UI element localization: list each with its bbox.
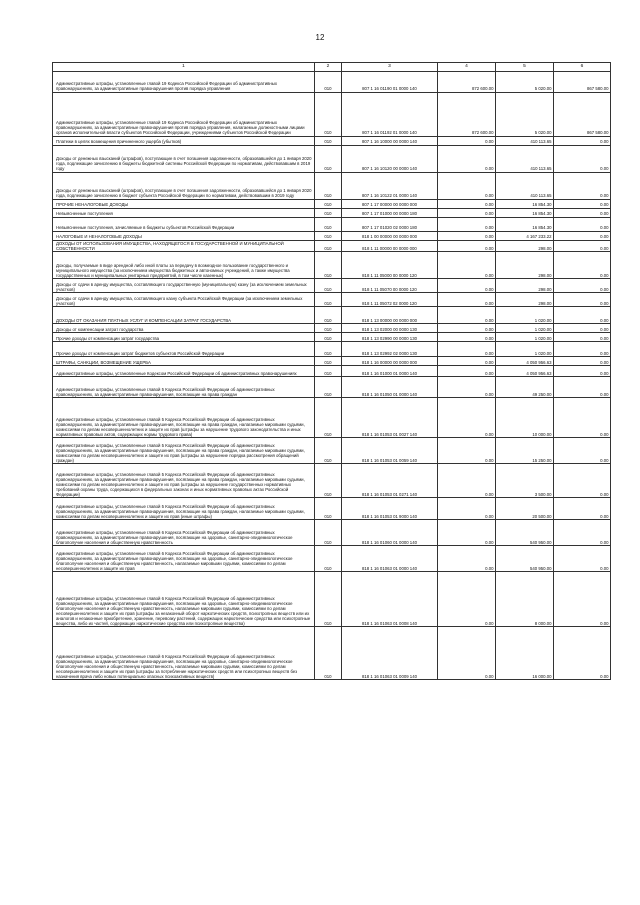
row-remaining-amount: 0.00: [554, 199, 611, 208]
table-row: [53, 240, 611, 252]
row-remaining-amount: 0.00: [554, 172, 611, 199]
row-executed-amount: 1 020.00: [496, 333, 554, 342]
row-line-code: 010: [315, 464, 342, 498]
row-remaining-amount: 0.00: [554, 333, 611, 342]
row-executed-amount: 4 050 956.63: [496, 357, 554, 366]
row-name: Доходы от сдачи в аренду имущества, составляющего государственную (муниципальную) казну (за исключением земельных участков): [53, 279, 315, 293]
row-budget-code: 807 1 16 01190 01 0000 140: [342, 71, 438, 92]
row-name: Административные штрафы, установленные Кодексом Российской Федерации об административных правонарушениях: [53, 366, 315, 377]
row-planned-amount: 0.00: [438, 438, 496, 464]
row-line-code: 010: [315, 366, 342, 377]
row-planned-amount: 0.00: [438, 279, 496, 293]
table-header-row: [53, 63, 611, 72]
row-remaining-amount: 0.00: [554, 342, 611, 357]
row-name: Административные штрафы, установленные главой 19 Кодекса Российской Федерации об административных правонарушениях, за административные правонарушения против порядка управления: [53, 71, 315, 92]
row-budget-code: 818 1 16 01053 01 0271 140: [342, 464, 438, 498]
row-line-code: 010: [315, 293, 342, 307]
row-executed-amount: 1 020.00: [496, 307, 554, 324]
row-planned-amount: 0.00: [438, 136, 496, 145]
row-planned-amount: 0.00: [438, 145, 496, 172]
row-planned-amount: 0.00: [438, 572, 496, 627]
row-planned-amount: 0.00: [438, 240, 496, 252]
row-executed-amount: 15 250.00: [496, 438, 554, 464]
row-line-code: 010: [315, 71, 342, 92]
row-line-code: 010: [315, 217, 342, 231]
table-row: [53, 172, 611, 199]
row-planned-amount: 0.00: [438, 520, 496, 546]
row-executed-amount: 5 020.00: [496, 71, 554, 92]
row-remaining-amount: 0.00: [554, 217, 611, 231]
table-row: [53, 71, 611, 92]
table-row: [53, 572, 611, 627]
row-budget-code: 818 1 16 01053 01 9000 140: [342, 498, 438, 520]
row-remaining-amount: 867 580.00: [554, 92, 611, 136]
table-row: [53, 520, 611, 546]
table-row: [53, 333, 611, 342]
row-line-code: 010: [315, 199, 342, 208]
row-executed-amount: 4 050 956.63: [496, 366, 554, 377]
row-remaining-amount: 0.00: [554, 240, 611, 252]
row-line-code: 010: [315, 520, 342, 546]
table-row: [53, 217, 611, 231]
row-name: Платежи в целях возмещения причиненного ущерба (убытков): [53, 136, 315, 145]
table-row: [53, 279, 611, 293]
row-name: Административные штрафы, установленные главой 19 Кодекса Российской Федерации об административных правонарушениях, за административные правонарушения против порядка управления, налагаемые должностными лицами органов исполнительной власти субъектов Российской Федерации, учреждениями субъектов Российской Федерации: [53, 92, 315, 136]
row-remaining-amount: 0.00: [554, 208, 611, 217]
row-planned-amount: 0.00: [438, 464, 496, 498]
row-budget-code: 818 1 16 01053 01 0027 140: [342, 398, 438, 438]
table-row: [53, 357, 611, 366]
row-budget-code: 818 1 00 00000 00 0000 000: [342, 231, 438, 240]
table-row: [53, 398, 611, 438]
row-planned-amount: 0.00: [438, 333, 496, 342]
row-name: Административные штрафы, установленные главой 6 Кодекса Российской Федерации об административных правонарушениях, за административные правонарушения, посягающие на здоровье, санитарно-эпидемиологическое благополучие населения и общественную нравственность, налагаемые мировыми судьями, комиссиями по делам несовершеннолетних и защите их прав (штрафы за потребление наркотических средств или психотропных веществ без назначения врача либо новых потенциально опасных психоактивных веществ): [53, 627, 315, 680]
table-row: [53, 307, 611, 324]
row-remaining-amount: 0.00: [554, 398, 611, 438]
column-header: 2: [315, 63, 342, 72]
row-line-code: 010: [315, 333, 342, 342]
row-planned-amount: 872 600.00: [438, 92, 496, 136]
row-budget-code: 818 1 13 02992 02 0000 130: [342, 342, 438, 357]
row-executed-amount: 540 950.00: [496, 520, 554, 546]
row-budget-code: 818 1 16 01060 01 0000 140: [342, 520, 438, 546]
row-executed-amount: 540 950.00: [496, 546, 554, 572]
row-remaining-amount: 0.00: [554, 307, 611, 324]
row-name: Прочие доходы от компенсации затрат государства: [53, 333, 315, 342]
row-budget-code: 807 1 17 01020 02 0000 180: [342, 217, 438, 231]
row-planned-amount: 0.00: [438, 231, 496, 240]
table-row: [53, 199, 611, 208]
row-remaining-amount: 0.00: [554, 231, 611, 240]
row-line-code: 010: [315, 438, 342, 464]
row-line-code: 010: [315, 357, 342, 366]
row-name: Доходы от денежных взысканий (штрафов), поступающие в счет погашения задолженности, образовавшейся до 1 января 2020 года, подлежащие зачислению в бюджет субъекта Российской Федерации по нормативам, действовавшим в 2019 году: [53, 172, 315, 199]
row-name: Доходы, получаемые в виде арендной либо иной платы за передачу в возмездное пользование государственного и муниципального имущества (за исключением имущества бюджетных и автономных учреждений, а также имущества государственных и муниципальных унитарных предприятий, в том числе казенных): [53, 252, 315, 279]
row-budget-code: 818 1 13 02000 00 0000 130: [342, 324, 438, 333]
row-line-code: 010: [315, 572, 342, 627]
row-planned-amount: 0.00: [438, 324, 496, 333]
row-remaining-amount: 0.00: [554, 464, 611, 498]
row-budget-code: 807 1 16 10120 00 0000 140: [342, 145, 438, 172]
row-budget-code: 807 1 16 10122 01 0000 140: [342, 172, 438, 199]
row-budget-code: 818 1 11 05072 02 0000 120: [342, 293, 438, 307]
row-planned-amount: 0.00: [438, 208, 496, 217]
row-remaining-amount: 0.00: [554, 572, 611, 627]
row-executed-amount: 49 250.00: [496, 377, 554, 398]
row-executed-amount: 410 113.65: [496, 172, 554, 199]
row-name: Административные штрафы, установленные главой 5 Кодекса Российской Федерации об административных правонарушениях, за административные правонарушения, посягающие на права граждан, налагаемые мировыми судьями, комиссиями по делам несовершеннолетних и защите их прав (штрафы за нарушение государственных нормативных требований охраны труда, содержащихся в федеральных законах и иных нормативных правовых актах Российской Федерации): [53, 464, 315, 498]
row-line-code: 010: [315, 240, 342, 252]
row-remaining-amount: 0.00: [554, 136, 611, 145]
row-planned-amount: 0.00: [438, 398, 496, 438]
row-remaining-amount: 0.00: [554, 279, 611, 293]
table-row: [53, 136, 611, 145]
row-name: Доходы от компенсации затрат государства: [53, 324, 315, 333]
row-budget-code: 818 1 16 01053 01 0059 140: [342, 438, 438, 464]
column-header: 6: [554, 63, 611, 72]
row-remaining-amount: 0.00: [554, 498, 611, 520]
row-planned-amount: 0.00: [438, 546, 496, 572]
row-name: Административные штрафы, установленные главой 5 Кодекса Российской Федерации об административных правонарушениях, за административные правонарушения, посягающие на права граждан, налагаемые мировыми судьями, комиссиями по делам несовершеннолетних и защите их прав (штрафы за нарушение порядка рассмотрения обращений граждан): [53, 438, 315, 464]
row-remaining-amount: 0.00: [554, 366, 611, 377]
row-line-code: 010: [315, 92, 342, 136]
row-budget-code: 818 1 11 05070 00 0000 120: [342, 279, 438, 293]
row-remaining-amount: 0.00: [554, 438, 611, 464]
table-row: [53, 464, 611, 498]
row-planned-amount: 0.00: [438, 199, 496, 208]
table-row: [53, 208, 611, 217]
row-line-code: 010: [315, 398, 342, 438]
row-name: ПРОЧИЕ НЕНАЛОГОВЫЕ ДОХОДЫ: [53, 199, 315, 208]
row-budget-code: 818 1 13 02990 00 0000 130: [342, 333, 438, 342]
row-budget-code: 818 1 16 01063 01 0008 140: [342, 572, 438, 627]
page-number: 12: [315, 33, 325, 42]
row-planned-amount: 0.00: [438, 172, 496, 199]
row-line-code: 010: [315, 252, 342, 279]
row-line-code: 010: [315, 498, 342, 520]
row-name: ДОХОДЫ ОТ ИСПОЛЬЗОВАНИЯ ИМУЩЕСТВА, НАХОДЯЩЕГОСЯ В ГОСУДАРСТВЕННОЙ И МУНИЦИПАЛЬНОЙ СОБСТВЕННОСТИ: [53, 240, 315, 252]
row-budget-code: 807 1 16 01192 01 0000 140: [342, 92, 438, 136]
row-planned-amount: 872 600.00: [438, 71, 496, 92]
table-row: [53, 498, 611, 520]
row-remaining-amount: 0.00: [554, 546, 611, 572]
row-line-code: 010: [315, 546, 342, 572]
row-name: Административные штрафы, установленные главой 5 Кодекса Российской Федерации об административных правонарушениях, за административные правонарушения, посягающие на права граждан, налагаемые мировыми судьями, комиссиями по делам несовершеннолетних и защите их прав (иные штрафы): [53, 498, 315, 520]
table-row: [53, 231, 611, 240]
row-name: Невыясненные поступления, зачисляемые в бюджеты субъектов Российской Федерации: [53, 217, 315, 231]
row-executed-amount: 16 000.00: [496, 627, 554, 680]
row-budget-code: 818 1 16 01063 01 0009 140: [342, 627, 438, 680]
row-planned-amount: 0.00: [438, 627, 496, 680]
table-row: [53, 324, 611, 333]
row-executed-amount: 410 113.65: [496, 136, 554, 145]
row-name: ШТРАФЫ, САНКЦИИ, ВОЗМЕЩЕНИЕ УЩЕРБА: [53, 357, 315, 366]
row-remaining-amount: 0.00: [554, 377, 611, 398]
row-planned-amount: 0.00: [438, 366, 496, 377]
table-row: [53, 366, 611, 377]
row-planned-amount: 0.00: [438, 342, 496, 357]
row-budget-code: 818 1 13 00000 00 0000 000: [342, 307, 438, 324]
row-remaining-amount: 0.00: [554, 324, 611, 333]
row-executed-amount: 16 854.30: [496, 208, 554, 217]
row-executed-amount: 1 020.00: [496, 342, 554, 357]
row-budget-code: 807 1 17 01000 00 0000 180: [342, 208, 438, 217]
row-line-code: 010: [315, 231, 342, 240]
table-row: [53, 252, 611, 279]
row-name: Административные штрафы, установленные главой 6 Кодекса Российской Федерации об административных правонарушениях, за административные правонарушения, посягающие на здоровье, санитарно-эпидемиологическое благополучие населения и общественную нравственность: [53, 520, 315, 546]
row-line-code: 010: [315, 145, 342, 172]
row-line-code: 010: [315, 307, 342, 324]
row-line-code: 010: [315, 136, 342, 145]
row-line-code: 010: [315, 279, 342, 293]
row-line-code: 010: [315, 627, 342, 680]
table-row: [53, 342, 611, 357]
row-budget-code: 818 1 16 00000 00 0000 000: [342, 357, 438, 366]
table-row: [53, 377, 611, 398]
row-budget-code: 818 1 11 05000 00 0000 120: [342, 252, 438, 279]
row-executed-amount: 3 500.00: [496, 464, 554, 498]
table-row: [53, 145, 611, 172]
row-remaining-amount: 867 580.00: [554, 71, 611, 92]
row-executed-amount: 5 020.00: [496, 92, 554, 136]
row-name: Административные штрафы, установленные главой 5 Кодекса Российской Федерации об административных правонарушениях, за административные правонарушения, посягающие на права граждан: [53, 377, 315, 398]
column-header: 3: [342, 63, 438, 72]
row-name: НАЛОГОВЫЕ И НЕНАЛОГОВЫЕ ДОХОДЫ: [53, 231, 315, 240]
row-line-code: 010: [315, 172, 342, 199]
row-planned-amount: 0.00: [438, 252, 496, 279]
row-executed-amount: 1 020.00: [496, 324, 554, 333]
table-row: [53, 546, 611, 572]
row-budget-code: 807 1 17 00000 00 0000 000: [342, 199, 438, 208]
row-planned-amount: 0.00: [438, 217, 496, 231]
row-line-code: 010: [315, 342, 342, 357]
row-name: Административные штрафы, установленные главой 6 Кодекса Российской Федерации об административных правонарушениях, за административные правонарушения, посягающие на здоровье, санитарно-эпидемиологическое благополучие населения и общественную нравственность, налагаемые мировыми судьями, комиссиями по делам несовершеннолетних и защите их прав (штрафы за незаконный оборот наркотических средств, психотропных веществ или их аналогов и незаконные приобретение, хранение, перевозку растений, содержащих наркотические средства или психотропные вещества, либо их частей, содержащих наркотические средства или психотропные вещества): [53, 572, 315, 627]
row-name: ДОХОДЫ ОТ ОКАЗАНИЯ ПЛАТНЫХ УСЛУГ И КОМПЕНСАЦИИ ЗАТРАТ ГОСУДАРСТВА: [53, 307, 315, 324]
row-remaining-amount: 0.00: [554, 145, 611, 172]
row-planned-amount: 0.00: [438, 357, 496, 366]
row-remaining-amount: 0.00: [554, 357, 611, 366]
row-executed-amount: 4 167 233.22: [496, 231, 554, 240]
column-header: 1: [53, 63, 315, 72]
row-name: Доходы от денежных взысканий (штрафов), поступающие в счет погашения задолженности, образовавшейся до 1 января 2020 года, подлежащие зачислению в бюджеты бюджетной системы Российской Федерации по нормативам, действовавшим в 2019 году: [53, 145, 315, 172]
row-executed-amount: 298.00: [496, 252, 554, 279]
row-name: Административные штрафы, установленные главой 5 Кодекса Российской Федерации об административных правонарушениях, за административные правонарушения, посягающие на права граждан, налагаемые мировыми судьями, комиссиями по делам несовершеннолетних и защите их прав (штрафы за нарушение трудового законодательства и иных нормативных правовых актов, содержащих нормы трудового права): [53, 398, 315, 438]
row-executed-amount: 16 854.30: [496, 199, 554, 208]
table-row: [53, 438, 611, 464]
row-budget-code: 807 1 16 10000 00 0000 140: [342, 136, 438, 145]
row-remaining-amount: 0.00: [554, 627, 611, 680]
row-executed-amount: 298.00: [496, 240, 554, 252]
row-executed-amount: 410 113.65: [496, 145, 554, 172]
row-name: Прочие доходы от компенсации затрат бюджетов субъектов Российской Федерации: [53, 342, 315, 357]
row-planned-amount: 0.00: [438, 377, 496, 398]
row-executed-amount: 298.00: [496, 279, 554, 293]
row-executed-amount: 20 500.00: [496, 498, 554, 520]
row-name: Невыясненные поступления: [53, 208, 315, 217]
row-budget-code: 818 1 11 00000 00 0000 000: [342, 240, 438, 252]
column-header: 5: [496, 63, 554, 72]
row-executed-amount: 298.00: [496, 293, 554, 307]
table-row: [53, 92, 611, 136]
row-budget-code: 818 1 16 01063 01 0000 140: [342, 546, 438, 572]
row-planned-amount: 0.00: [438, 498, 496, 520]
table-row: [53, 293, 611, 307]
row-executed-amount: 16 854.30: [496, 217, 554, 231]
row-remaining-amount: 0.00: [554, 293, 611, 307]
row-name: Административные штрафы, установленные главой 6 Кодекса Российской Федерации об административных правонарушениях, за административные правонарушения, посягающие на здоровье, санитарно-эпидемиологическое благополучие населения и общественную нравственность, налагаемые мировыми судьями, комиссиями по делам несовершеннолетних и защите их прав: [53, 546, 315, 572]
row-line-code: 010: [315, 208, 342, 217]
row-line-code: 010: [315, 377, 342, 398]
row-line-code: 010: [315, 324, 342, 333]
row-budget-code: 818 1 16 01050 01 0000 140: [342, 377, 438, 398]
row-name: Доходы от сдачи в аренду имущества, составляющего казну субъекта Российской Федерации (за исключением земельных участков): [53, 293, 315, 307]
row-executed-amount: 10 000.00: [496, 398, 554, 438]
row-planned-amount: 0.00: [438, 293, 496, 307]
revenue-table: [52, 62, 611, 680]
row-remaining-amount: 0.00: [554, 520, 611, 546]
table-row: [53, 627, 611, 680]
column-header: 4: [438, 63, 496, 72]
row-budget-code: 818 1 16 01000 01 0000 140: [342, 366, 438, 377]
row-remaining-amount: 0.00: [554, 252, 611, 279]
row-executed-amount: 8 000.00: [496, 572, 554, 627]
row-planned-amount: 0.00: [438, 307, 496, 324]
